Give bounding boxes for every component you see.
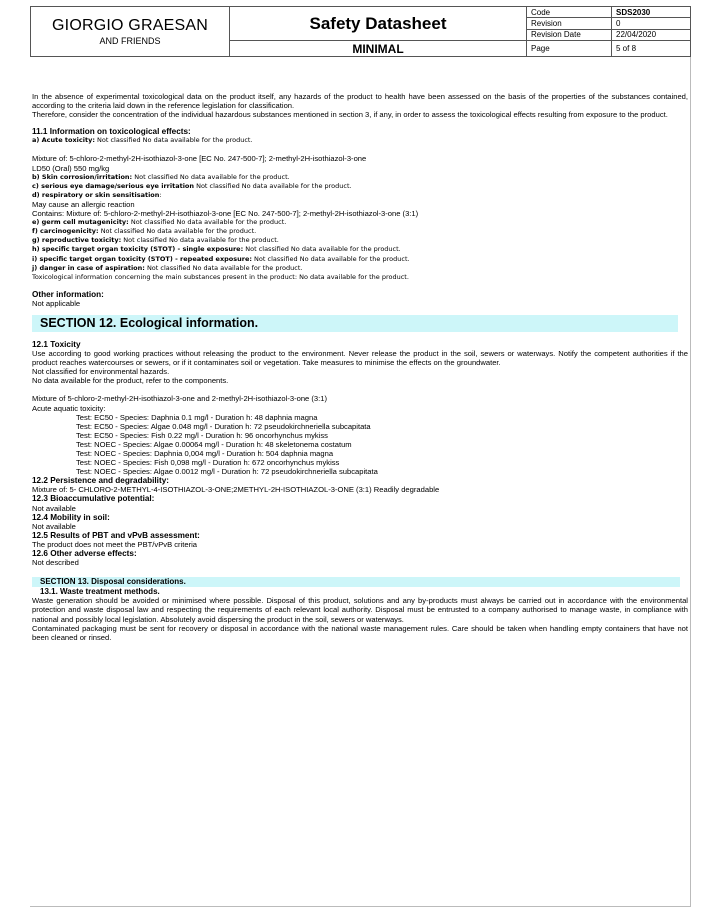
test-line: Test: NOEC - Species: Daphnia 0,004 mg/l - Duration h: 504 daphnia magna: [76, 449, 334, 458]
revision-label: Revision: [527, 18, 612, 29]
test-line: Test: NOEC - Species: Fish 0,098 mg/l - Duration h: 672 oncorhynchus mykiss: [76, 458, 340, 468]
page-value: 5 of 8: [612, 41, 691, 57]
tox-info-line: Toxicological information concerning the main substances present in the product: No data available for the product.: [32, 272, 409, 281]
eye-damage-line: [32, 182, 688, 191]
acute-toxicity-text: Not classified No data available for the product.: [94, 136, 253, 145]
stot-repeated-text: Not classified No data available for the product.: [251, 254, 410, 263]
pbt-text: The product does not meet the PBT/vPvB criteria: [32, 539, 198, 549]
eye-damage-text: Not classified No data available for the product.: [194, 181, 352, 190]
mobility-heading: 12.4 Mobility in soil:: [32, 512, 110, 522]
sensitisation-label: d) respiratory or skin sensitisation: [32, 190, 160, 199]
waste-paragraph-1: Waste generation should be avoided or minimised where possible. Disposal of this product, solutions and any by-products must always be carried out in accordance with the environmental protection and waste disposal law and respecting the requirements of each relevant local authority. Disposal must be entrusted to a company authorised to manage waste, in compliance with national and possibly local legislation. Absolutely avoid dispersing the product in the soil, sewers or waterways.: [32, 596, 688, 624]
sensitisation-detail-2: Contains: Mixture of: 5-chloro-2-methyl-2H-isothiazol-3-one [EC No. 247-500-7]; 2-methyl-2H-isothiazol-3-one (3:1): [32, 209, 419, 219]
mobility-text: Not available: [32, 521, 76, 531]
test-line: Test: EC50 - Species: Daphnia 0.1 mg/l - Duration h: 48 daphnia magna: [76, 412, 318, 422]
aspiration-text: Not classified No data available for the product.: [144, 263, 303, 272]
intro-paragraph-2: Therefore, consider the concentration of the individual hazardous substances mentioned in section 3, if any, in order to assess the toxicological effects resulting from exposure to the product.: [32, 110, 668, 120]
reproductive-text: Not classified No data available for the product.: [121, 236, 279, 245]
test-line: Test: NOEC - Species: Algae 0.0012 mg/l - Duration h: 72 pseudokirchneriella subcapitata: [76, 467, 378, 477]
test-line: Test: NOEC - Species: Algae 0.00064 mg/l - Duration h: 48 skeletonema costatum: [76, 439, 352, 449]
bioaccumulative-text: Not available: [32, 503, 76, 513]
other-info-heading: Other information:: [32, 289, 104, 299]
waste-treatment-heading: 13.1. Waste treatment methods.: [40, 587, 160, 597]
code-value: SDS2030: [612, 7, 691, 18]
document-page: [30, 6, 691, 907]
skin-corrosion-text: Not classified No data available for the product.: [132, 172, 290, 181]
aspiration-line: [32, 264, 688, 273]
sensitisation-text: :: [159, 190, 162, 199]
eye-damage-label: c) serious eye damage/serious eye irritation: [32, 181, 195, 190]
revision-value: 0: [612, 18, 691, 29]
persistence-text: Mixture of: 5- CHLORO-2-METHYL-4-ISOTHIAZOL-3-ONE;2METHYL-2H-ISOTHIAZOL-3-ONE (3:1) Readily degradable: [32, 485, 440, 495]
reproductive-line: [32, 236, 688, 245]
revision-date-label: Revision Date: [527, 29, 612, 40]
sensitisation-line: [32, 191, 688, 200]
acute-toxicity-line: [32, 136, 688, 145]
company-line2: AND FRIENDS: [99, 36, 161, 46]
acute-aquatic-line: Acute aquatic toxicity:: [32, 403, 106, 413]
document-subtitle: MINIMAL: [230, 41, 527, 57]
pbt-heading: 12.5 Results of PBT and vPvB assessment:: [32, 530, 200, 540]
document-header: [30, 6, 691, 57]
persistence-heading: 12.2 Persistence and degradability:: [32, 476, 169, 486]
test-line: Test: EC50 - Species: Fish 0.22 mg/l - Duration h: 96 oncorhynchus mykiss: [76, 430, 328, 440]
intro-paragraph-1: In the absence of experimental toxicological data on the product itself, any hazards of the product to health have been assessed on the basis of the properties of the substances contained, according to the criteria laid down in the reference legislation for classification.: [32, 92, 688, 111]
other-info-text: Not applicable: [32, 298, 81, 308]
not-classified-line: Not classified for environmental hazards.: [32, 367, 170, 377]
bioaccumulative-heading: 12.3 Bioaccumulative potential:: [32, 494, 155, 504]
document-body: [32, 92, 688, 642]
stot-repeated-line: [32, 255, 688, 264]
test-line: Test: EC50 - Species: Algae 0.048 mg/l - Duration h: 72 pseudokirchneriella subcapitata: [76, 421, 371, 431]
revision-date-value: 22/04/2020: [612, 29, 691, 40]
mutagenicity-line: [32, 218, 688, 227]
code-label: Code: [527, 7, 612, 18]
carcinogenicity-text: Not classified No data available for the product.: [98, 227, 257, 236]
other-effects-heading: 12.6 Other adverse effects:: [32, 549, 137, 559]
waste-paragraph-2: Contaminated packaging must be sent for recovery or disposal in accordance with the national waste management rules. Care should be taken when handling empty containers that have not been cleaned or rinsed.: [32, 623, 688, 642]
stot-single-label: h) specific target organ toxicity (STOT) - single exposure:: [32, 245, 244, 254]
company-line1: GIORGIO GRAESAN: [52, 17, 208, 34]
toxicity-paragraph: Use according to good working practices without releasing the product to the environment. Never release the product in the soil, sewers or waterways. Notify the competent authorities if the product reaches watercourses or sewers, or if it contaminates soil or vegetation. Take measures to minimise the effects on the groundwater.: [32, 349, 688, 368]
ld50-line: LD50 (Oral) 550 mg/kg: [32, 163, 110, 173]
stot-single-line: [32, 245, 688, 254]
mutagenicity-label: e) germ cell mutagenicity:: [32, 218, 129, 227]
stot-repeated-label: i) specific target organ toxicity (STOT) - repeated exposure:: [32, 254, 252, 263]
skin-corrosion-line: [32, 173, 688, 182]
other-effects-text: Not described: [32, 558, 79, 568]
mutagenicity-text: Not classified No data available for the product.: [128, 218, 287, 227]
mixture-line: Mixture of: 5-chloro-2-methyl-2H-isothiazol-3-one [EC No. 247-500-7]; 2-methyl-2H-isothiazol-3-one: [32, 154, 367, 164]
no-data-line: No data available for the product, refer to the components.: [32, 376, 229, 386]
acute-toxicity-label: a) Acute toxicity:: [32, 136, 95, 145]
skin-corrosion-label: b) Skin corrosion/irritation:: [32, 172, 133, 181]
reproductive-label: g) reproductive toxicity:: [32, 236, 122, 245]
page-label: Page: [527, 41, 612, 57]
document-title: Safety Datasheet: [230, 7, 527, 41]
eco-mixture-line: Mixture of 5-chloro-2-methyl-2H-isothiazol-3-one and 2-methyl-2H-isothiazol-3-one (3:1): [32, 394, 328, 404]
company-name: [31, 7, 230, 57]
carcinogenicity-line: [32, 227, 688, 236]
section-12-title: SECTION 12. Ecological information.: [32, 315, 678, 332]
toxicity-heading: 12.1 Toxicity: [32, 339, 81, 349]
aspiration-label: j) danger in case of aspiration:: [32, 263, 145, 272]
carcinogenicity-label: f) carcinogenicity:: [32, 227, 99, 236]
stot-single-text: Not classified No data available for the product.: [243, 245, 401, 254]
section-11-1-heading: 11.1 Information on toxicological effects:: [32, 127, 191, 137]
sensitisation-detail-1: May cause an allergic reaction: [32, 199, 135, 209]
section-13-title: SECTION 13. Disposal considerations.: [32, 577, 680, 587]
